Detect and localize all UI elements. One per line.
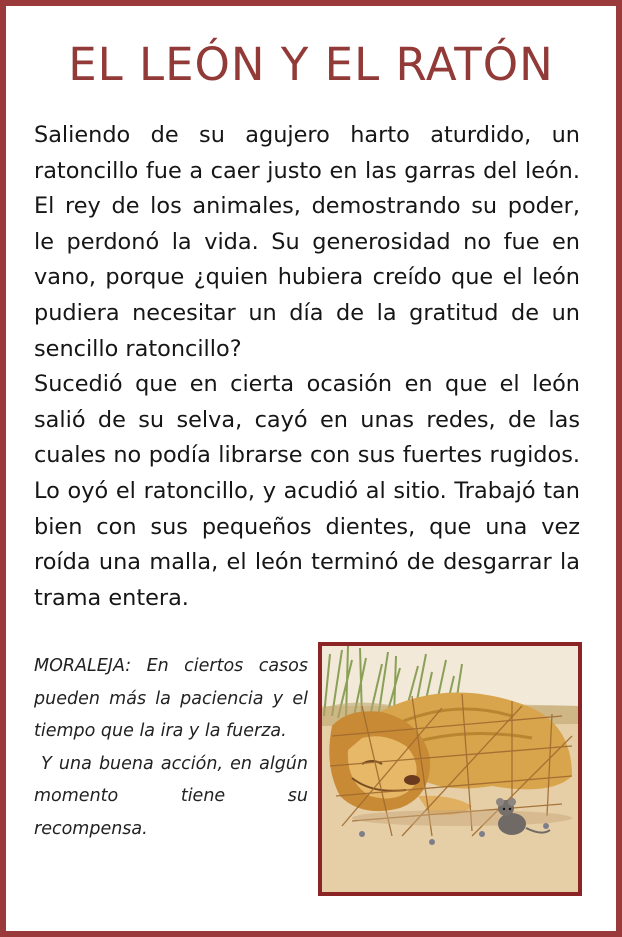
story-paragraph: Sucedió que en cierta ocasión en que el león salió de su selva, cayó en unas redes, de las cuales no podía librarse con sus fuertes rugidos. Lo oyó el ratoncillo, y acudió al sitio. Trabajó tan bien con sus pequeños dientes, que una vez roída una malla, el león terminó de desgarrar la trama entera. bbox=[34, 371, 580, 611]
illustration-frame bbox=[318, 642, 582, 896]
page-title: EL LEÓN Y EL RATÓN bbox=[68, 38, 554, 91]
moral-paragraph: Y una buena acción, en algún momento tiene su recompensa. bbox=[34, 753, 314, 839]
story-paragraph: Saliendo de su agujero harto aturdido, un ratoncillo fue a caer justo en las garras del león. El rey de los animales, demostrando su poder, le perdonó la vida. Su generosidad no fue en vano, porque ¿quien hubiera creído que el león pudiera necesitar un día de la gratitud de un sencillo ratoncillo? bbox=[34, 122, 580, 362]
moral-paragraph: MORALEJA: En ciertos casos pueden más la paciencia y el tiempo que la ira y la fuerza. bbox=[34, 656, 308, 742]
moral-text bbox=[34, 650, 314, 846]
lion-and-mouse-illustration bbox=[322, 646, 578, 892]
story-text bbox=[34, 118, 580, 616]
